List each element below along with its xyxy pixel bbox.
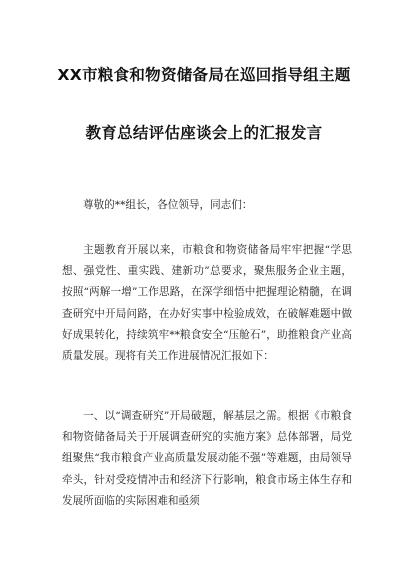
document-title-line-1: XX市粮食和物资储备局在巡回指导组主题 [57, 66, 351, 84]
document-title-line-2: 教育总结评估座谈会上的汇报发言 [85, 124, 323, 142]
paragraph-intro: 主题教育开展以来，市粮食和物资储备局牢牢把握“学思想、强党性、重实践、建新功”总要求，聚焦服务企业主题，按照“两解一增”工作思路，在深学细悟中把握理论精髓，在调查研究中开局问路，在办好实事中检验成效，在破解难题中做好成果转化，持续筑牢**粮食安全“压舱石”，助推粮食产业高质量发展。现将有关工作进展情况汇报如下： [62, 244, 352, 363]
paragraph-section-one: 一、以“调查研究”开局破题，解基层之需。根据《市粮食和物资储备局关于开展调查研究的实施方案》总体部署，局党组聚焦“我市粮食产业高质量发展动能不强”等难题，由局领导牵头，针对受疫情冲击和经济下行影响，粮食市场主体生存和发展所面临的实际困难和亟须 [62, 410, 352, 507]
salutation: 尊敬的**组长，各位领导，同志们： [83, 199, 253, 211]
